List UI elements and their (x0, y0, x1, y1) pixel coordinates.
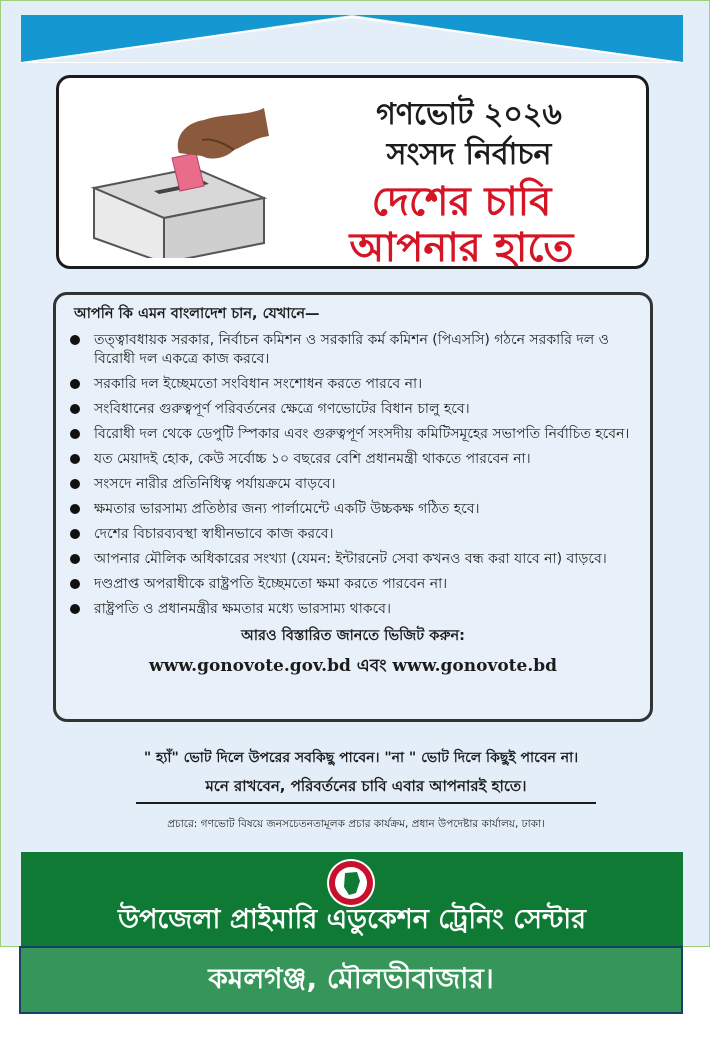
list-item: আপনার মৌলিক অধিকারের সংখ্যা (যেমন: ইন্টারনেট সেবা কখনও বন্ধ করা যাবে না) বাড়বে। (68, 550, 638, 569)
reform-list-box (53, 292, 653, 722)
slogan-line-2: আপনার হাতে (349, 225, 574, 271)
header-box (56, 75, 649, 269)
list-item: যত মেয়াদই হোক, কেউ সর্বোচ্চ ১০ বছরের বেশি প্রধানমন্ত্রী থাকতে পারবেন না। (68, 450, 638, 469)
list-item: দণ্ডপ্রাপ্ত অপরাধীকে রাষ্ট্রপতি ইচ্ছেমতো ক্ষমা করতে পারবেন না। (68, 575, 638, 594)
institution-name: উপজেলা প্রাইমারি এডুকেশন ট্রেনিং সেন্টার (118, 904, 586, 935)
reform-list (68, 331, 638, 619)
title-line-1: গণভোট ২০২৬ (376, 97, 562, 132)
location-text: কমলগঞ্জ, মৌলভীবাজার। (208, 961, 494, 995)
list-item: সংসদে নারীর প্রতিনিধিত্ব পর্যায়ক্রমে বাড়বে। (68, 475, 638, 494)
vote-message: " হ্যাঁ" ভোট দিলে উপরের সবকিছু পাবেন। "না " ভোট দিলে কিছুই পাবেন না। (143, 750, 579, 766)
list-lead: আপনি কি এমন বাংলাদেশ চান, যেখানে— (74, 306, 320, 322)
ballot-box-icon (84, 98, 284, 258)
location-footer (19, 946, 683, 1014)
list-item: সরকারি দল ইচ্ছেমতো সংবিধান সংশোধন করতে পারবে না। (68, 375, 638, 394)
slogan-line-1: দেশের চাবি (371, 179, 552, 225)
website-links[interactable]: www.gonovote.gov.bd এবং www.gonovote.bd (148, 656, 558, 676)
reminder-message: মনে রাখবেন, পরিবর্তনের চাবি এবার আপনারই হাতে। (136, 775, 596, 804)
list-item: দেশের বিচারব্যবস্থা স্বাধীনভাবে কাজ করবে। (68, 525, 638, 544)
list-item: বিরোধী দল থেকে ডেপুটি স্পিকার এবং গুরুত্বপূর্ণ সংসদীয় কমিটিসমূহের সভাপতি নির্বাচিত হবেন। (68, 425, 638, 444)
list-item: ক্ষমতার ভারসাম্য প্রতিষ্ঠার জন্য পার্লামেন্টে একটি উচ্চকক্ষ গঠিত হবে। (68, 500, 638, 519)
title-line-2: সংসদ নির্বাচন (386, 137, 552, 172)
list-item: রাষ্ট্রপতি ও প্রধানমন্ত্রীর ক্ষমতার মধ্যে ভারসাম্য থাকবে। (68, 600, 638, 619)
campaign-credit: প্রচারে: গণভোট বিষয়ে জনসচেতনতামূলক প্রচার কার্যক্রম, প্রধান উপদেষ্টার কার্যালয়, ঢাকা। (167, 818, 545, 830)
list-item: সংবিধানের গুরুত্বপূর্ণ পরিবর্তনের ক্ষেত্রে গণভোটের বিধান চালু হবে। (68, 400, 638, 419)
more-info-text: আরও বিস্তারিত জানতে ভিজিট করুন: (241, 628, 465, 644)
roof-shape (21, 15, 683, 63)
list-item: তত্ত্বাবধায়ক সরকার, নির্বাচন কমিশন ও সরকারি কর্ম কমিশন (পিএসসি) গঠনে সরকারি দল ও বিরোধী দল একত্রে কাজ করবে। (68, 331, 638, 369)
